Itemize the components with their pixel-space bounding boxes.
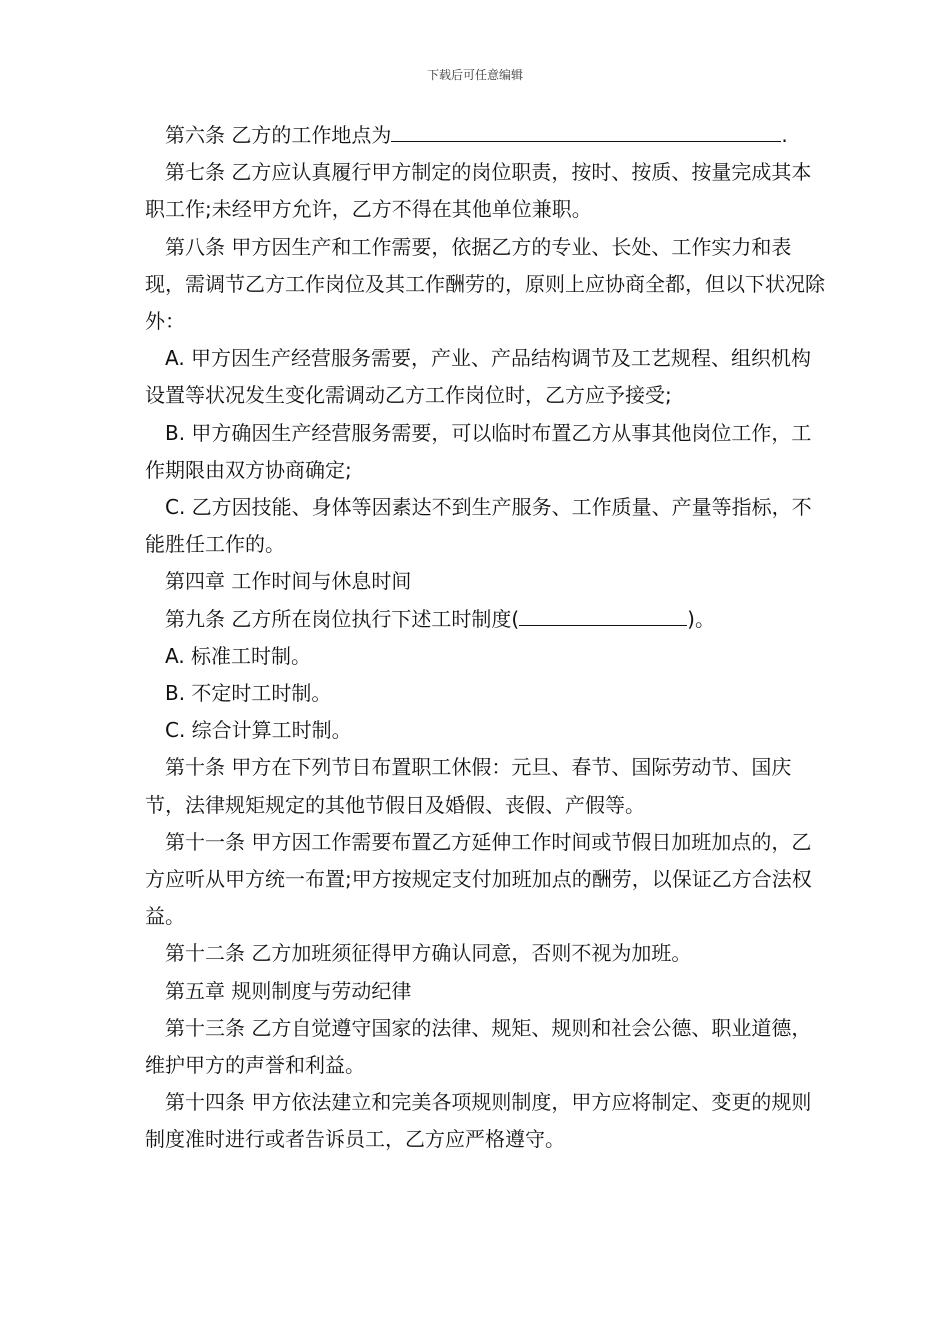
working-hours-blank bbox=[519, 603, 687, 626]
article-9-option-a: A. 标准工时制。 bbox=[165, 643, 312, 668]
page-header: 下载后可任意编辑 bbox=[426, 68, 523, 82]
work-location-blank bbox=[391, 119, 781, 142]
article-8-item-c: C. 乙方因技能、身体等因素达不到生产服务、工作质量、产量等指标，不能胜任工作的。 bbox=[145, 495, 812, 557]
article-12: 第十二条 乙方加班须征得甲方确认同意，否则不视为加班。 bbox=[165, 941, 692, 966]
chapter-4-heading: 第四章 工作时间与休息时间 bbox=[165, 569, 412, 594]
article-6-end: . bbox=[781, 123, 788, 147]
article-9 bbox=[145, 601, 825, 638]
article-14: 第十四条 甲方依法建立和完美各项规则制度，甲方应将制定、变更的规则制度准时进行或者告诉员工，乙方应严格遵守。 bbox=[145, 1090, 812, 1152]
article-8: 第八条 甲方因生产和工作需要，依据乙方的专业、长处、工作实力和表现，需调节乙方工作岗位及其工作酬劳的，原则上应协商全都，但以下状况除外： bbox=[145, 234, 825, 334]
article-9-option-b: B. 不定时工时制。 bbox=[165, 681, 332, 706]
article-9-end: )。 bbox=[687, 606, 715, 631]
article-6-text: 第六条 乙方的工作地点为 bbox=[165, 123, 392, 147]
document-body bbox=[145, 117, 825, 1159]
article-8-item-a: A. 甲方因生产经营服务需要，产业、产品结构调节及工艺规程、组织机构设置等状况发生变化需调动乙方工作岗位时，乙方应予接受; bbox=[145, 346, 812, 408]
article-8-item-b: B. 甲方确因生产经营服务需要，可以临时布置乙方从事其他岗位工作，工作期限由双方协商确定; bbox=[145, 420, 812, 482]
article-9-text: 第九条 乙方所在岗位执行下述工时制度( bbox=[165, 606, 520, 631]
article-7: 第七条 乙方应认真履行甲方制定的岗位职责，按时、按质、按量完成其本职工作;未经甲方允许，乙方不得在其他单位兼职。 bbox=[145, 160, 812, 222]
article-6 bbox=[145, 117, 825, 154]
article-9-option-c: C. 综合计算工时制。 bbox=[165, 718, 352, 743]
article-11: 第十一条 甲方因工作需要布置乙方延伸工作时间或节假日加班加点的，乙方应听从甲方统一布置;甲方按规定支付加班加点的酬劳，以保证乙方合法权益。 bbox=[145, 829, 812, 929]
chapter-5-heading: 第五章 规则制度与劳动纪律 bbox=[165, 978, 412, 1003]
article-10: 第十条 甲方在下列节日布置职工休假：元旦、春节、国际劳动节、国庆节，法律规矩规定的其他节假日及婚假、丧假、产假等。 bbox=[145, 755, 792, 817]
article-13: 第十三条 乙方自觉遵守国家的法律、规矩、规则和社会公德、职业道德，维护甲方的声誉和利益。 bbox=[145, 1015, 812, 1078]
